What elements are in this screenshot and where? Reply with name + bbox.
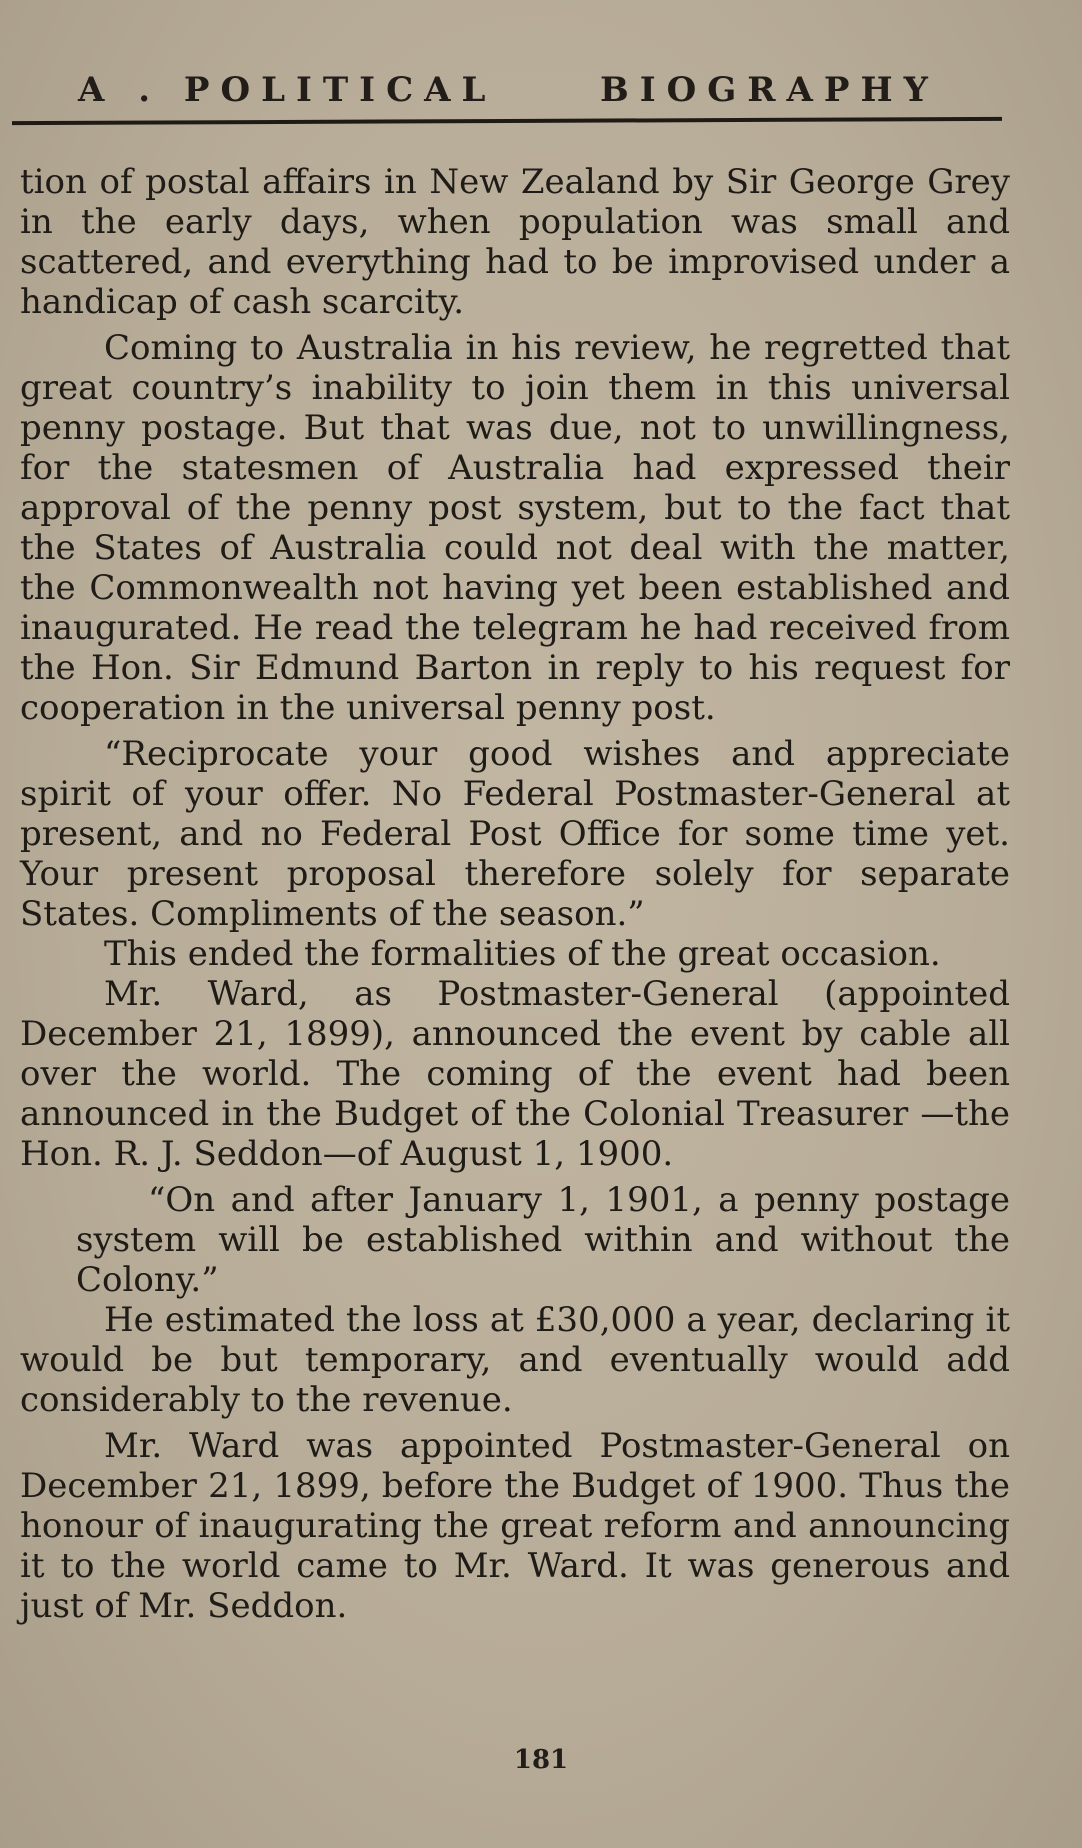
- page-number: 181: [513, 1745, 569, 1775]
- paragraph-ward-appointed: Mr. Ward was appointed Postmaster-General on December 21, 1899, before the Budget of 1900. Thus the honour of inaugurating the great reform and announcing it to the world came to Mr. Ward. It was generous and just of Mr. Seddon.: [20, 1426, 1010, 1626]
- header-rule: [12, 117, 1002, 125]
- paragraph-continuation: tion of postal affairs in New Zealand by Sir George Grey in the early days, when population was small and scattered, and everything had to be improvised under a handicap of cash scarcity.: [20, 162, 1010, 322]
- paragraph-barton-telegram: “Reciprocate your good wishes and appreciate spirit of your offer. No Federal Postmaster-General at present, and no Federal Post Office for some time yet. Your present proposal therefore solely for separate States. Compliments of the season.”: [20, 734, 1010, 934]
- running-head-left: A . POLITICAL: [78, 70, 497, 110]
- paragraph-budget-quote: “On and after January 1, 1901, a penny postage system will be established within and without the Colony.”: [76, 1180, 1010, 1300]
- paragraph-loss-estimate: He estimated the loss at £30,000 a year, declaring it would be but temporary, and eventually would add considerably to the revenue.: [20, 1300, 1010, 1420]
- running-head-right: BIOGRAPHY: [600, 70, 939, 110]
- body-text: [20, 162, 1010, 1626]
- paragraph-ward-cable: Mr. Ward, as Postmaster-General (appointed December 21, 1899), announced the event by cable all over the world. The coming of the event had been announced in the Budget of the Colonial Treasurer —the Hon. R. J. Seddon—of August 1, 1900.: [20, 974, 1010, 1174]
- paragraph-formalities-ended: This ended the formalities of the great occasion.: [104, 934, 941, 974]
- paragraph-australia-review: Coming to Australia in his review, he regretted that great country’s inability to join them in this universal penny postage. But that was due, not to unwillingness, for the statesmen of Australia had expressed their approval of the penny post system, but to the fact that the States of Australia could not deal with the matter, the Commonwealth not having yet been established and inaugurated. He read the telegram he had received from the Hon. Sir Edmund Barton in reply to his request for cooperation in the universal penny post.: [20, 328, 1010, 728]
